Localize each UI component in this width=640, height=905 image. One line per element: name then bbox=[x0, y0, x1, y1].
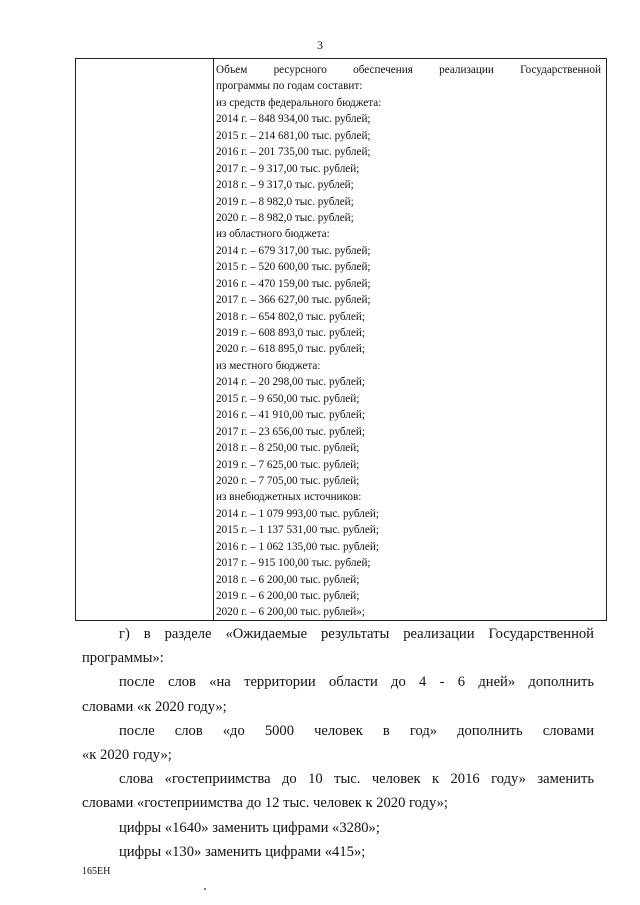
funding-item: 2014 г. – 679 317,00 тыс. рублей; bbox=[216, 244, 371, 257]
funding-item: 2017 г. – 366 627,00 тыс. рублей; bbox=[216, 294, 371, 307]
page-number: 3 bbox=[317, 38, 323, 52]
paragraph-section-g-line-1: г) в разделе «Ожидаемые результаты реализации Государственной bbox=[119, 626, 594, 642]
funding-item: 2017 г. – 915 100,00 тыс. рублей; bbox=[216, 557, 371, 570]
paragraph-hospitality-line-1: слова «гостеприимства до 10 тыс. человек к 2016 году» заменить bbox=[119, 771, 594, 788]
funding-item: 2020 г. – 618 895,0 тыс. рублей; bbox=[216, 343, 365, 356]
paragraph-130: цифры «130» заменить цифрами «415»; bbox=[119, 843, 366, 860]
funding-sections bbox=[216, 95, 601, 621]
funding-item: 2018 г. – 6 200,00 тыс. рублей; bbox=[216, 573, 360, 586]
funding-item: 2015 г. – 1 137 531,00 тыс. рублей; bbox=[216, 524, 379, 537]
section-heading: из внебюджетных источников: bbox=[216, 491, 362, 504]
funding-item: 2018 г. – 8 250,00 тыс. рублей; bbox=[216, 442, 360, 455]
paragraph-5000-line-1: после слов «до 5000 человек в год» дополнить словами bbox=[119, 722, 594, 739]
funding-item: 2018 г. – 654 802,0 тыс. рублей; bbox=[216, 310, 365, 323]
scan-speck bbox=[204, 888, 206, 890]
paragraph-1640: цифры «1640» заменить цифрами «3280»; bbox=[119, 819, 380, 836]
table-intro-line-1: Объем ресурсного обеспечения реализации Государственной bbox=[216, 64, 601, 76]
footer-code: 165ЕН bbox=[82, 866, 111, 877]
paragraph-section-g-line-2: программы»: bbox=[82, 650, 164, 667]
funding-item: 2014 г. – 20 298,00 тыс. рублей; bbox=[216, 376, 365, 389]
resource-table bbox=[75, 58, 607, 621]
funding-item: 2016 г. – 201 735,00 тыс. рублей; bbox=[216, 146, 371, 159]
funding-item: 2020 г. – 6 200,00 тыс. рублей»; bbox=[216, 606, 365, 619]
table-intro-line-2: программы по годам составит: bbox=[216, 80, 363, 93]
funding-item: 2019 г. – 6 200,00 тыс. рублей; bbox=[216, 590, 360, 602]
paragraph-hospitality-line-2: словами «гостеприимства до 12 тыс. человек к 2020 году»; bbox=[82, 795, 448, 812]
paragraph-territory-line-2: словами «к 2020 году»; bbox=[82, 698, 227, 715]
funding-item: 2015 г. – 520 600,00 тыс. рублей; bbox=[216, 261, 371, 274]
table-left-cell bbox=[76, 59, 214, 620]
amendment-text bbox=[82, 622, 594, 864]
funding-item: 2015 г. – 214 681,00 тыс. рублей; bbox=[216, 129, 371, 142]
funding-item: 2014 г. – 1 079 993,00 тыс. рублей; bbox=[216, 507, 379, 520]
funding-item: 2016 г. – 470 159,00 тыс. рублей; bbox=[216, 277, 371, 290]
funding-item: 2018 г. – 9 317,0 тыс. рублей; bbox=[216, 179, 354, 192]
funding-item: 2017 г. – 23 656,00 тыс. рублей; bbox=[216, 425, 365, 438]
funding-item: 2016 г. – 1 062 135,00 тыс. рублей; bbox=[216, 540, 379, 553]
section-heading: из областного бюджета: bbox=[216, 228, 330, 241]
funding-item: 2019 г. – 8 982,0 тыс. рублей; bbox=[216, 195, 354, 208]
section-heading: из средств федерального бюджета: bbox=[216, 96, 382, 109]
section-heading: из местного бюджета: bbox=[216, 359, 321, 372]
funding-item: 2020 г. – 7 705,00 тыс. рублей; bbox=[216, 474, 360, 487]
paragraph-territory-line-1: после слов «на территории области до 4 - 6 дней» дополнить bbox=[119, 674, 594, 691]
funding-item: 2014 г. – 848 934,00 тыс. рублей; bbox=[216, 113, 371, 126]
funding-item: 2019 г. – 608 893,0 тыс. рублей; bbox=[216, 327, 365, 339]
funding-item: 2020 г. – 8 982,0 тыс. рублей; bbox=[216, 211, 354, 224]
table-right-cell bbox=[216, 62, 601, 621]
paragraph-5000-line-2: «к 2020 году»; bbox=[82, 747, 172, 764]
funding-item: 2017 г. – 9 317,00 тыс. рублей; bbox=[216, 162, 360, 175]
funding-item: 2016 г. – 41 910,00 тыс. рублей; bbox=[216, 409, 365, 422]
funding-item: 2015 г. – 9 650,00 тыс. рублей; bbox=[216, 392, 360, 405]
funding-item: 2019 г. – 7 625,00 тыс. рублей; bbox=[216, 458, 360, 471]
